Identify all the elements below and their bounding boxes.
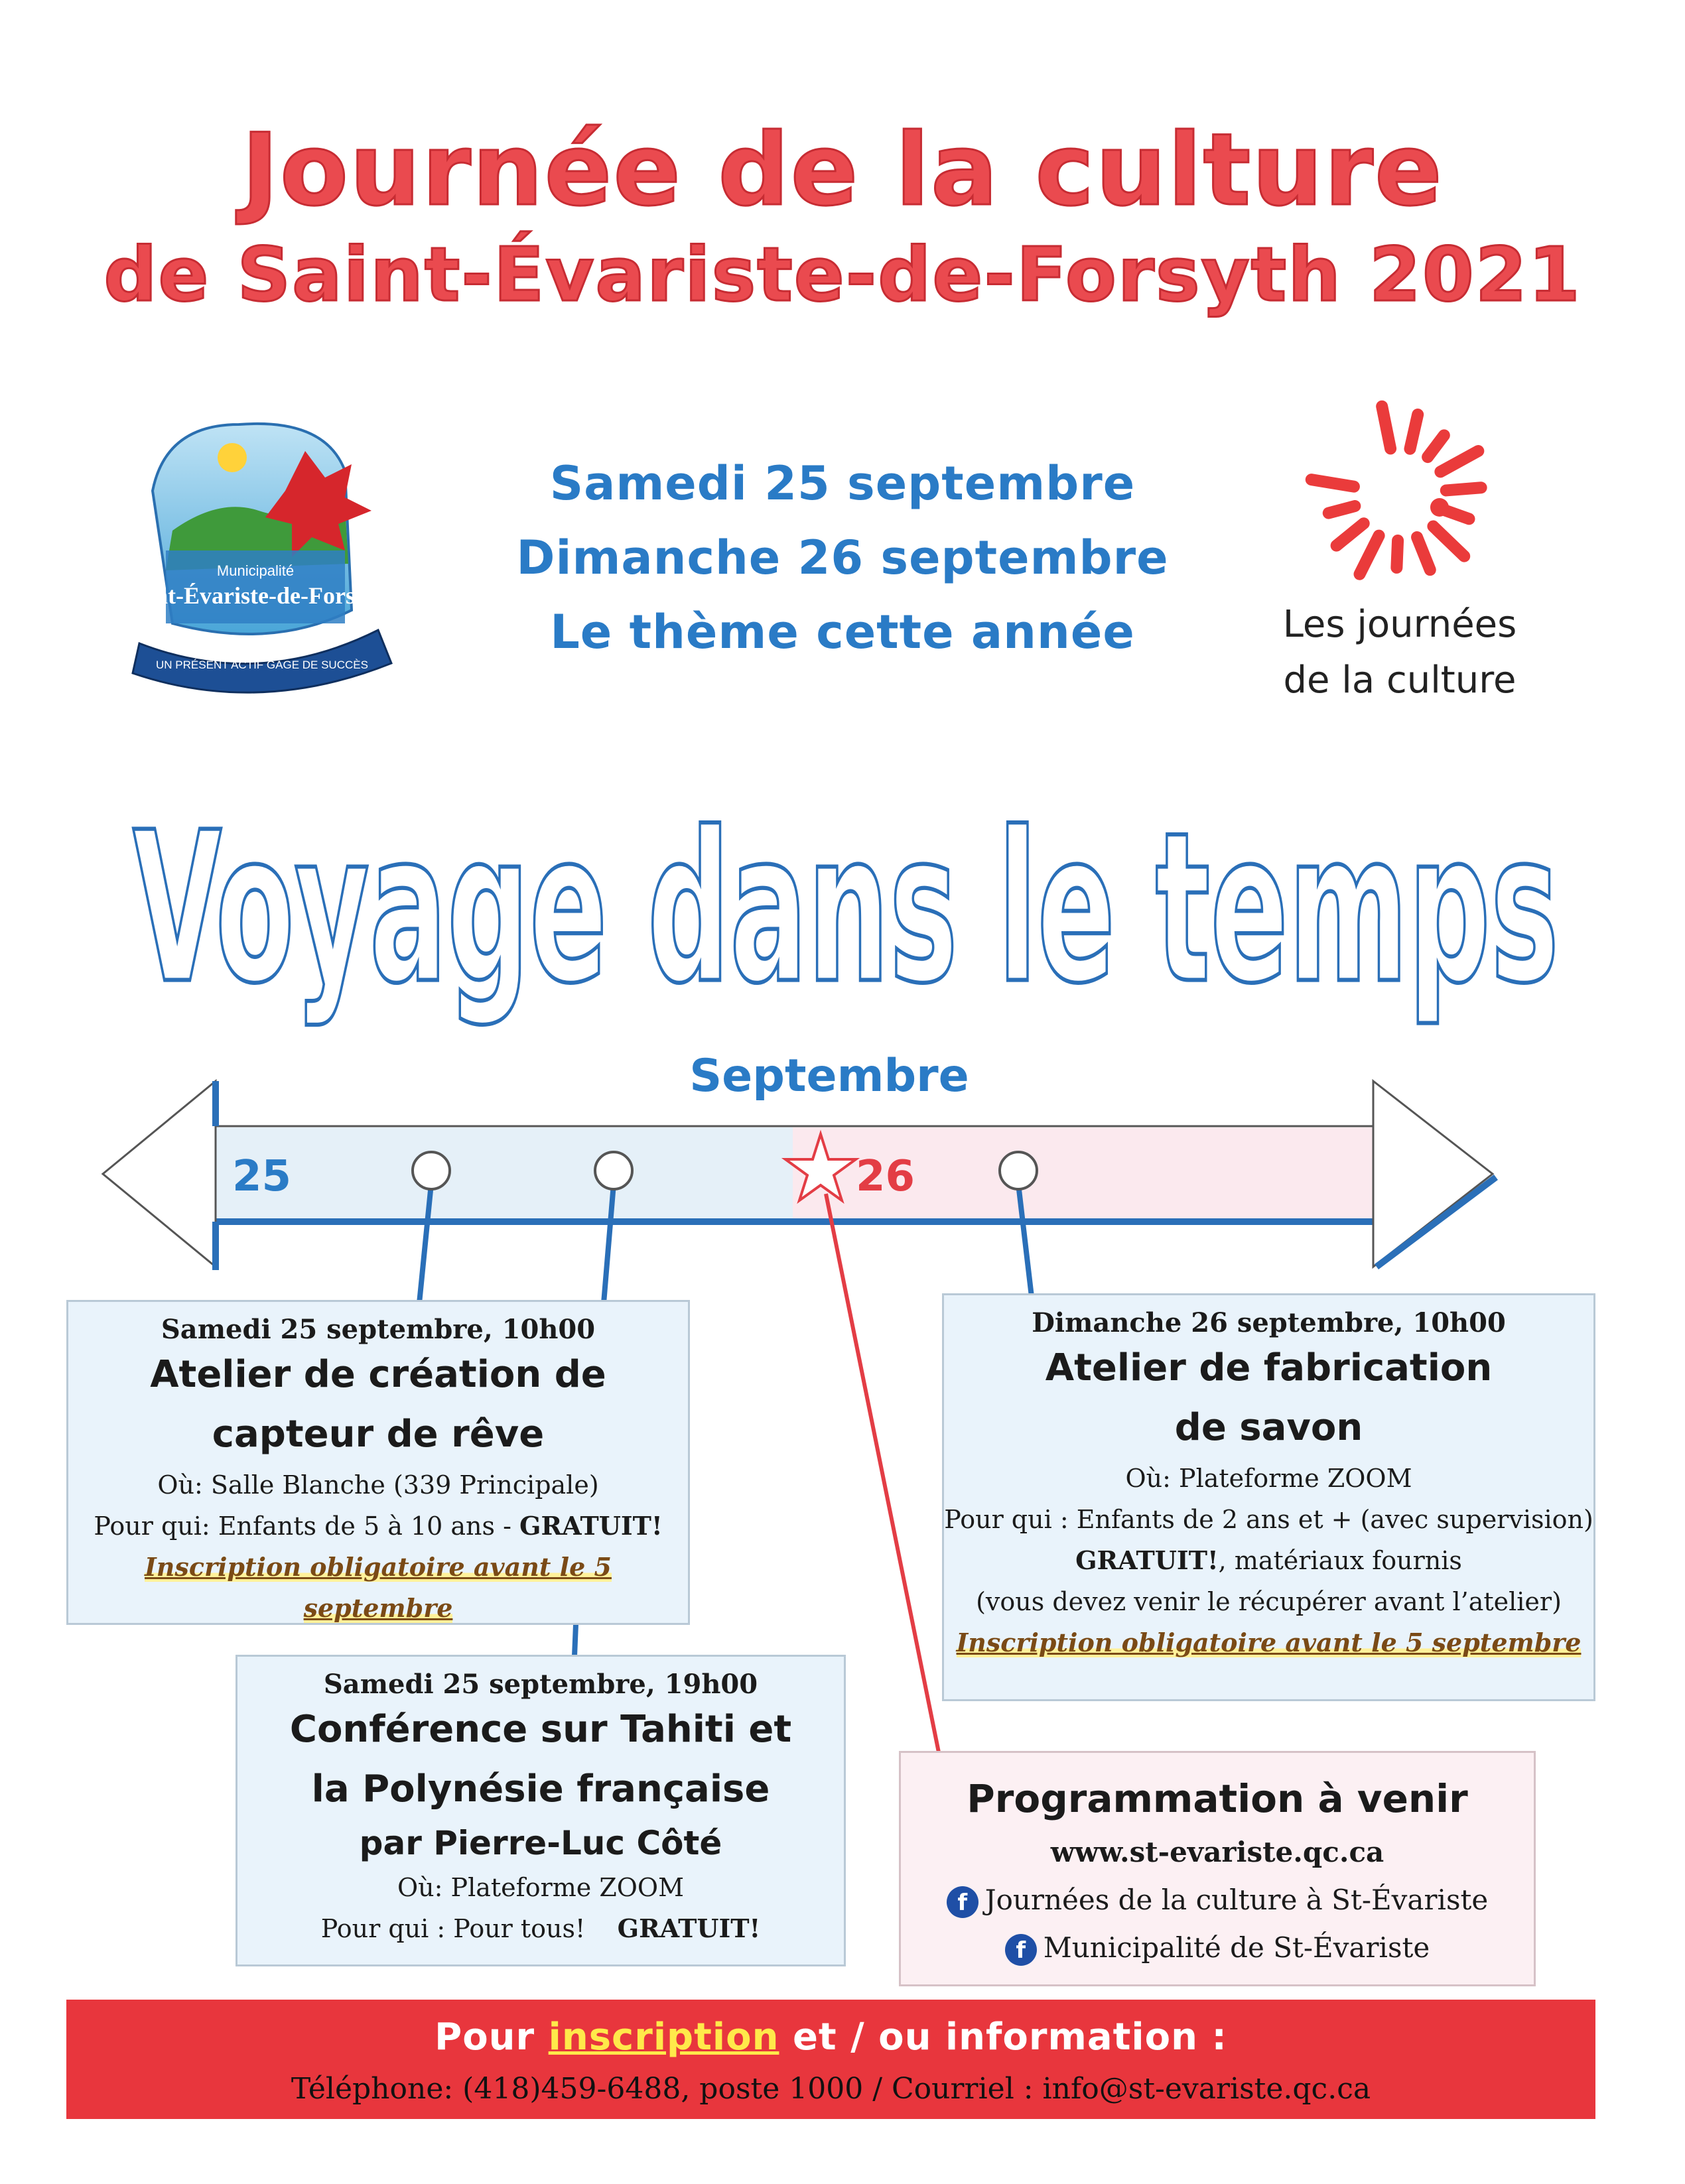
event-card-dreamcatcher bbox=[66, 1300, 690, 1625]
registration-link[interactable]: Inscription obligatoire avant le 5 septembre bbox=[145, 1552, 612, 1623]
event-card-soap bbox=[942, 1293, 1595, 1701]
event-datetime: Samedi 25 septembre, 19h00 bbox=[323, 1669, 758, 1700]
logo-motto: UN PRÉSENT ACTIF GAGE DE SUCCÈS bbox=[156, 659, 368, 671]
event-audience: Pour qui: Enfants de 5 à 10 ans - GRATUIT! bbox=[94, 1511, 663, 1541]
registration-link[interactable]: Inscription obligatoire avant le 5 septembre bbox=[956, 1628, 1582, 1657]
facebook-link-municipality[interactable]: f Municipalité de St-Évariste bbox=[901, 1924, 1534, 1972]
event-card-conference bbox=[236, 1655, 846, 1966]
timeline-month: Septembre bbox=[689, 1050, 969, 1102]
theme-intro: Le thème cette année bbox=[550, 605, 1135, 659]
event-datetime: Dimanche 26 septembre, 10h00 bbox=[1032, 1307, 1506, 1338]
facebook-icon: f bbox=[1005, 1934, 1037, 1966]
event-price: GRATUIT! bbox=[519, 1511, 663, 1541]
event-title-line2: la Polynésie française bbox=[311, 1767, 770, 1811]
logo-label-main: Saint-Évariste-de-Forsyth bbox=[126, 582, 388, 609]
event-title-line2: capteur de rêve bbox=[212, 1413, 545, 1456]
event-note: (vous devez venir le récupérer avant l’atelier) bbox=[976, 1587, 1562, 1616]
event-title-line2: de savon bbox=[1174, 1406, 1363, 1449]
footer-contact[interactable]: Téléphone: (418)459-6488, poste 1000 / Courriel : info@st-evariste.qc.ca bbox=[291, 2072, 1371, 2106]
timeline-day-26: 26 bbox=[856, 1152, 915, 1201]
event-location: Où: Plateforme ZOOM bbox=[397, 1873, 684, 1902]
footer-highlight: inscription bbox=[548, 2016, 779, 2059]
theme-text: Voyage dans le temps bbox=[133, 787, 1560, 1029]
logo-label-small: Municipalité bbox=[216, 562, 295, 579]
page-subtitle: de Saint-Évariste-de-Forsyth 2021 bbox=[103, 232, 1582, 318]
upcoming-title: Programmation à venir bbox=[967, 1776, 1468, 1821]
culture-logo-line1: Les journées bbox=[1282, 603, 1517, 646]
event-price-line: GRATUIT!, matériaux fournis bbox=[1075, 1545, 1462, 1575]
event-audience: Pour qui : Enfants de 2 ans et + (avec supervision) bbox=[944, 1505, 1593, 1534]
website-link[interactable]: www.st-evariste.qc.ca bbox=[1050, 1836, 1384, 1868]
event-price: GRATUIT! bbox=[1075, 1545, 1219, 1575]
footer-title: Pour inscription et / ou information : bbox=[435, 2016, 1227, 2059]
upcoming-program-card bbox=[899, 1751, 1536, 1986]
event-title-line1: Atelier de fabrication bbox=[1045, 1346, 1493, 1389]
facebook-icon: f bbox=[947, 1886, 978, 1918]
date-saturday: Samedi 25 septembre bbox=[549, 456, 1136, 511]
event-audience: Pour qui : Pour tous! GRATUIT! bbox=[320, 1913, 761, 1943]
timeline-day-25: 25 bbox=[232, 1152, 292, 1201]
culture-logo-line2: de la culture bbox=[1283, 659, 1516, 702]
event-location: Où: Salle Blanche (339 Principale) bbox=[157, 1470, 599, 1500]
date-sunday: Dimanche 26 septembre bbox=[516, 531, 1169, 585]
event-title-line1: Atelier de création de bbox=[150, 1353, 606, 1396]
page-title: Journée de la culture bbox=[241, 113, 1444, 228]
event-location: Où: Plateforme ZOOM bbox=[1125, 1464, 1412, 1493]
facebook-link-culture[interactable]: f Journées de la culture à St-Évariste bbox=[901, 1876, 1534, 1924]
event-datetime: Samedi 25 septembre, 10h00 bbox=[161, 1314, 596, 1345]
event-title-line1: Conférence sur Tahiti et bbox=[289, 1708, 792, 1751]
event-price: GRATUIT! bbox=[617, 1913, 761, 1943]
footer-banner bbox=[66, 2000, 1595, 2119]
event-title-line3: par Pierre-Luc Côté bbox=[359, 1824, 722, 1862]
